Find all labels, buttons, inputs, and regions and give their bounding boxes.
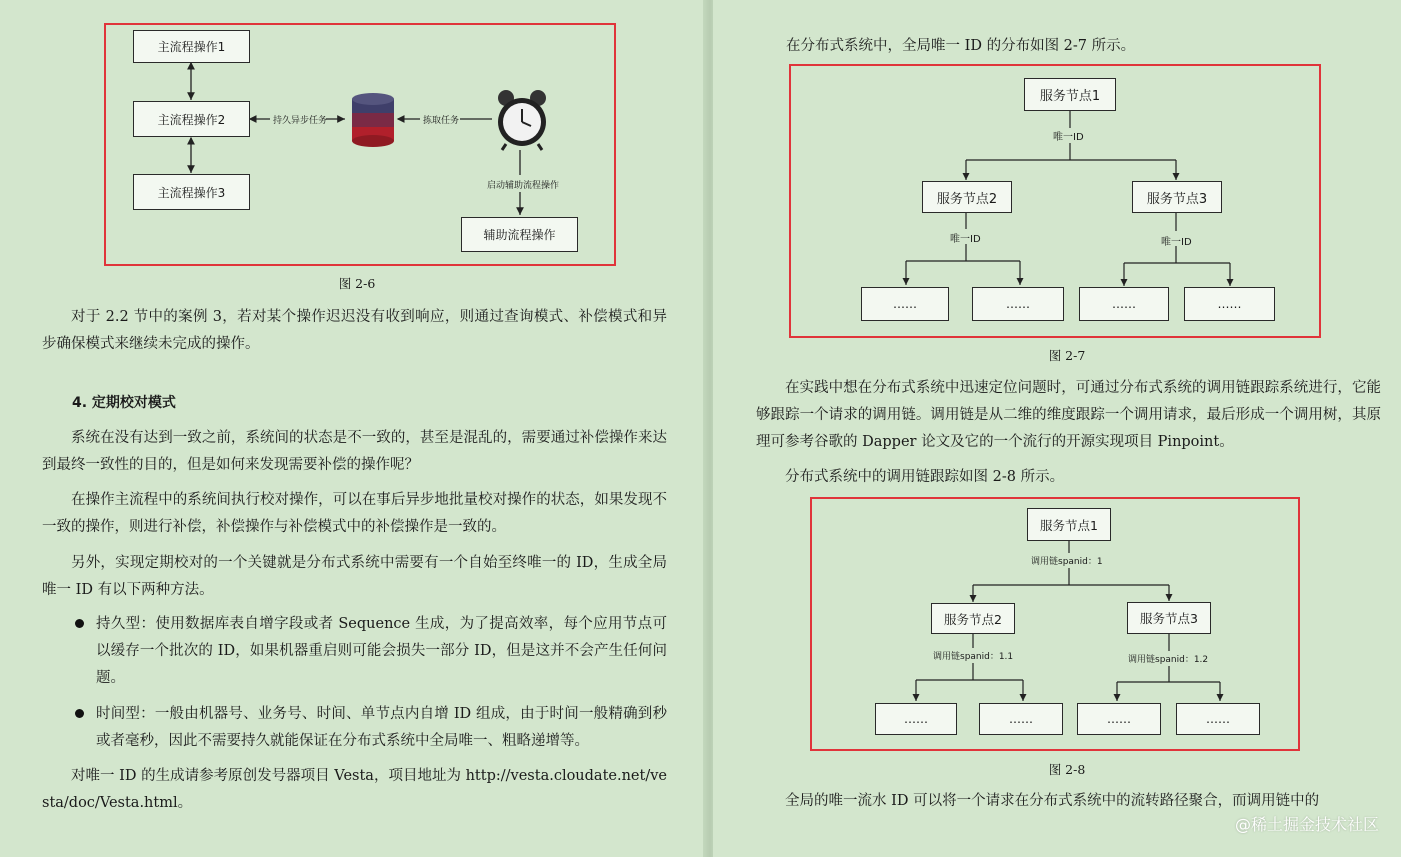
main-op-1-box	[133, 30, 250, 63]
fig27-left-edge-label: 唯一ID	[950, 234, 981, 245]
fig28-leaf-1-label: ……	[904, 712, 928, 726]
fig28-node-1-label: 服务节点1	[1040, 517, 1098, 533]
main-op-3-label: 主流程操作3	[157, 185, 226, 200]
fig28-right-edge-label: 调用链spanid：1.2	[1128, 655, 1209, 665]
fig28-node-2-label: 服务节点2	[944, 611, 1002, 627]
fig27-node-1-label: 服务节点1	[1039, 89, 1101, 104]
fig27-leaf-3-label: ……	[1112, 297, 1136, 311]
figure-2-6-caption: 图 2-6	[338, 276, 376, 291]
fig27-right-edge-label: 唯一ID	[1161, 237, 1192, 248]
left-paragraph-1: 对于 2.2 节中的案例 3，若对某个操作迟迟没有收到响应，则通过查询模式、补偿模式和异步确保模式来继续未完成的操作。	[42, 309, 667, 352]
fig28-node-1	[1027, 508, 1111, 541]
fig27-node-2-label: 服务节点2	[936, 191, 998, 207]
right-paragraph-3: 全局的唯一流水 ID 可以将一个请求在分布式系统中的流转路径聚合，而调用链中的	[785, 793, 1320, 809]
fig28-leaf-4	[1176, 703, 1260, 735]
main-op-1-label: 主流程操作1	[157, 40, 226, 54]
aux-op-box	[461, 217, 578, 252]
fig28-leaf-2-label: ……	[1009, 712, 1033, 726]
fetch-task-label: 拣取任务	[423, 116, 460, 126]
fig27-root-edge-label: 唯一ID	[1053, 132, 1084, 143]
fig27-leaf-4-label: ……	[1217, 297, 1242, 311]
start-aux-label: 启动辅助流程操作	[487, 181, 560, 191]
figure-2-7-caption: 图 2-7	[1048, 348, 1086, 363]
left-paragraph-5: 对唯一 ID 的生成请参考原创发号器项目 Vesta，项目地址为 http://vesta.cloudate.net/vesta/doc/Vesta.html。	[42, 768, 667, 811]
fig28-left-edge-label: 调用链spanid：1.1	[933, 652, 1014, 662]
figure-2-8-caption: 图 2-8	[1048, 762, 1086, 777]
main-op-2-box	[133, 101, 250, 137]
database-icon	[350, 91, 396, 149]
left-paragraph-2: 系统在没有达到一致之前，系统间的状态是不一致的，甚至是混乱的，需要通过补偿操作来达到最终一致性的目的，但是如何来发现需要补偿的操作呢？	[42, 430, 667, 473]
bullet-item-time: 时间型：一般由机器号、业务号、时间、单节点内自增 ID 组成，由于时间一般精确到秒或者毫秒，因此不需要持久就能保证在分布式系统中全局唯一、粗略递增等。	[96, 706, 667, 749]
main-op-2-label: 主流程操作2	[157, 112, 226, 127]
fig27-node-3-label: 服务节点3	[1146, 191, 1208, 207]
fig28-leaf-1	[875, 703, 957, 735]
main-op-3-box	[133, 174, 250, 210]
right-intro: 在分布式系统中，全局唯一 ID 的分布如图 2-7 所示。	[786, 38, 1136, 54]
right-page	[713, 0, 1401, 857]
fig27-leaf-1-label: ……	[893, 297, 917, 311]
right-paragraph-2: 分布式系统中的调用链跟踪如图 2-8 所示。	[785, 469, 1065, 485]
aux-op-label: 辅助流程操作	[483, 228, 556, 242]
bullet-dot-2	[75, 709, 84, 718]
fig28-leaf-4-label: ……	[1206, 712, 1230, 726]
bullet-item-persistent: 持久型：使用数据库表自增字段或者 Sequence 生成，为了提高效率，每个应用节点可以缓存一个批次的 ID，如果机器重启则可能会损失一部分 ID，但是这并不会产生任何问题。	[96, 616, 667, 686]
fig27-leaf-2-label: ……	[1006, 297, 1030, 311]
left-paragraph-4: 另外，实现定期校对的一个关键就是分布式系统中需要有一个自始至终唯一的 ID，生成全局唯一 ID 有以下两种方法。	[42, 555, 667, 598]
fig28-node-2	[931, 603, 1015, 634]
fig28-leaf-2	[979, 703, 1063, 735]
fig28-root-edge-label: 调用链spanid：1	[1031, 557, 1103, 567]
right-paragraph-1: 在实践中想在分布式系统中迅速定位问题时，可通过分布式系统的调用链跟踪系统进行，它能够跟踪一个请求的调用链。调用链是从二维的维度跟踪一个调用请求，最后形成一个调用树，其原理可参考谷歌的 Dapper 论文及它的一个流行的开源实现项目 Pinpoint。	[756, 380, 1381, 450]
fig28-leaf-3	[1077, 703, 1161, 735]
fig28-leaf-3-label: ……	[1107, 712, 1131, 726]
alarm-clock-icon	[494, 89, 550, 151]
watermark: @稀土掘金技术社区	[1234, 815, 1379, 834]
bullet-dot-1	[75, 619, 84, 628]
left-paragraph-3: 在操作主流程中的系统间执行校对操作，可以在事后异步地批量校对操作的状态，如果发现不一致的操作，则进行补偿，补偿操作与补偿模式中的补偿操作是一致的。	[42, 492, 667, 535]
section-heading: 4. 定期校对模式	[72, 395, 176, 411]
fig28-node-3-label: 服务节点3	[1140, 611, 1198, 626]
persist-task-label: 持久异步任务	[273, 116, 328, 126]
figure-2-6-connectors	[0, 0, 707, 300]
fig28-node-3	[1127, 602, 1211, 634]
